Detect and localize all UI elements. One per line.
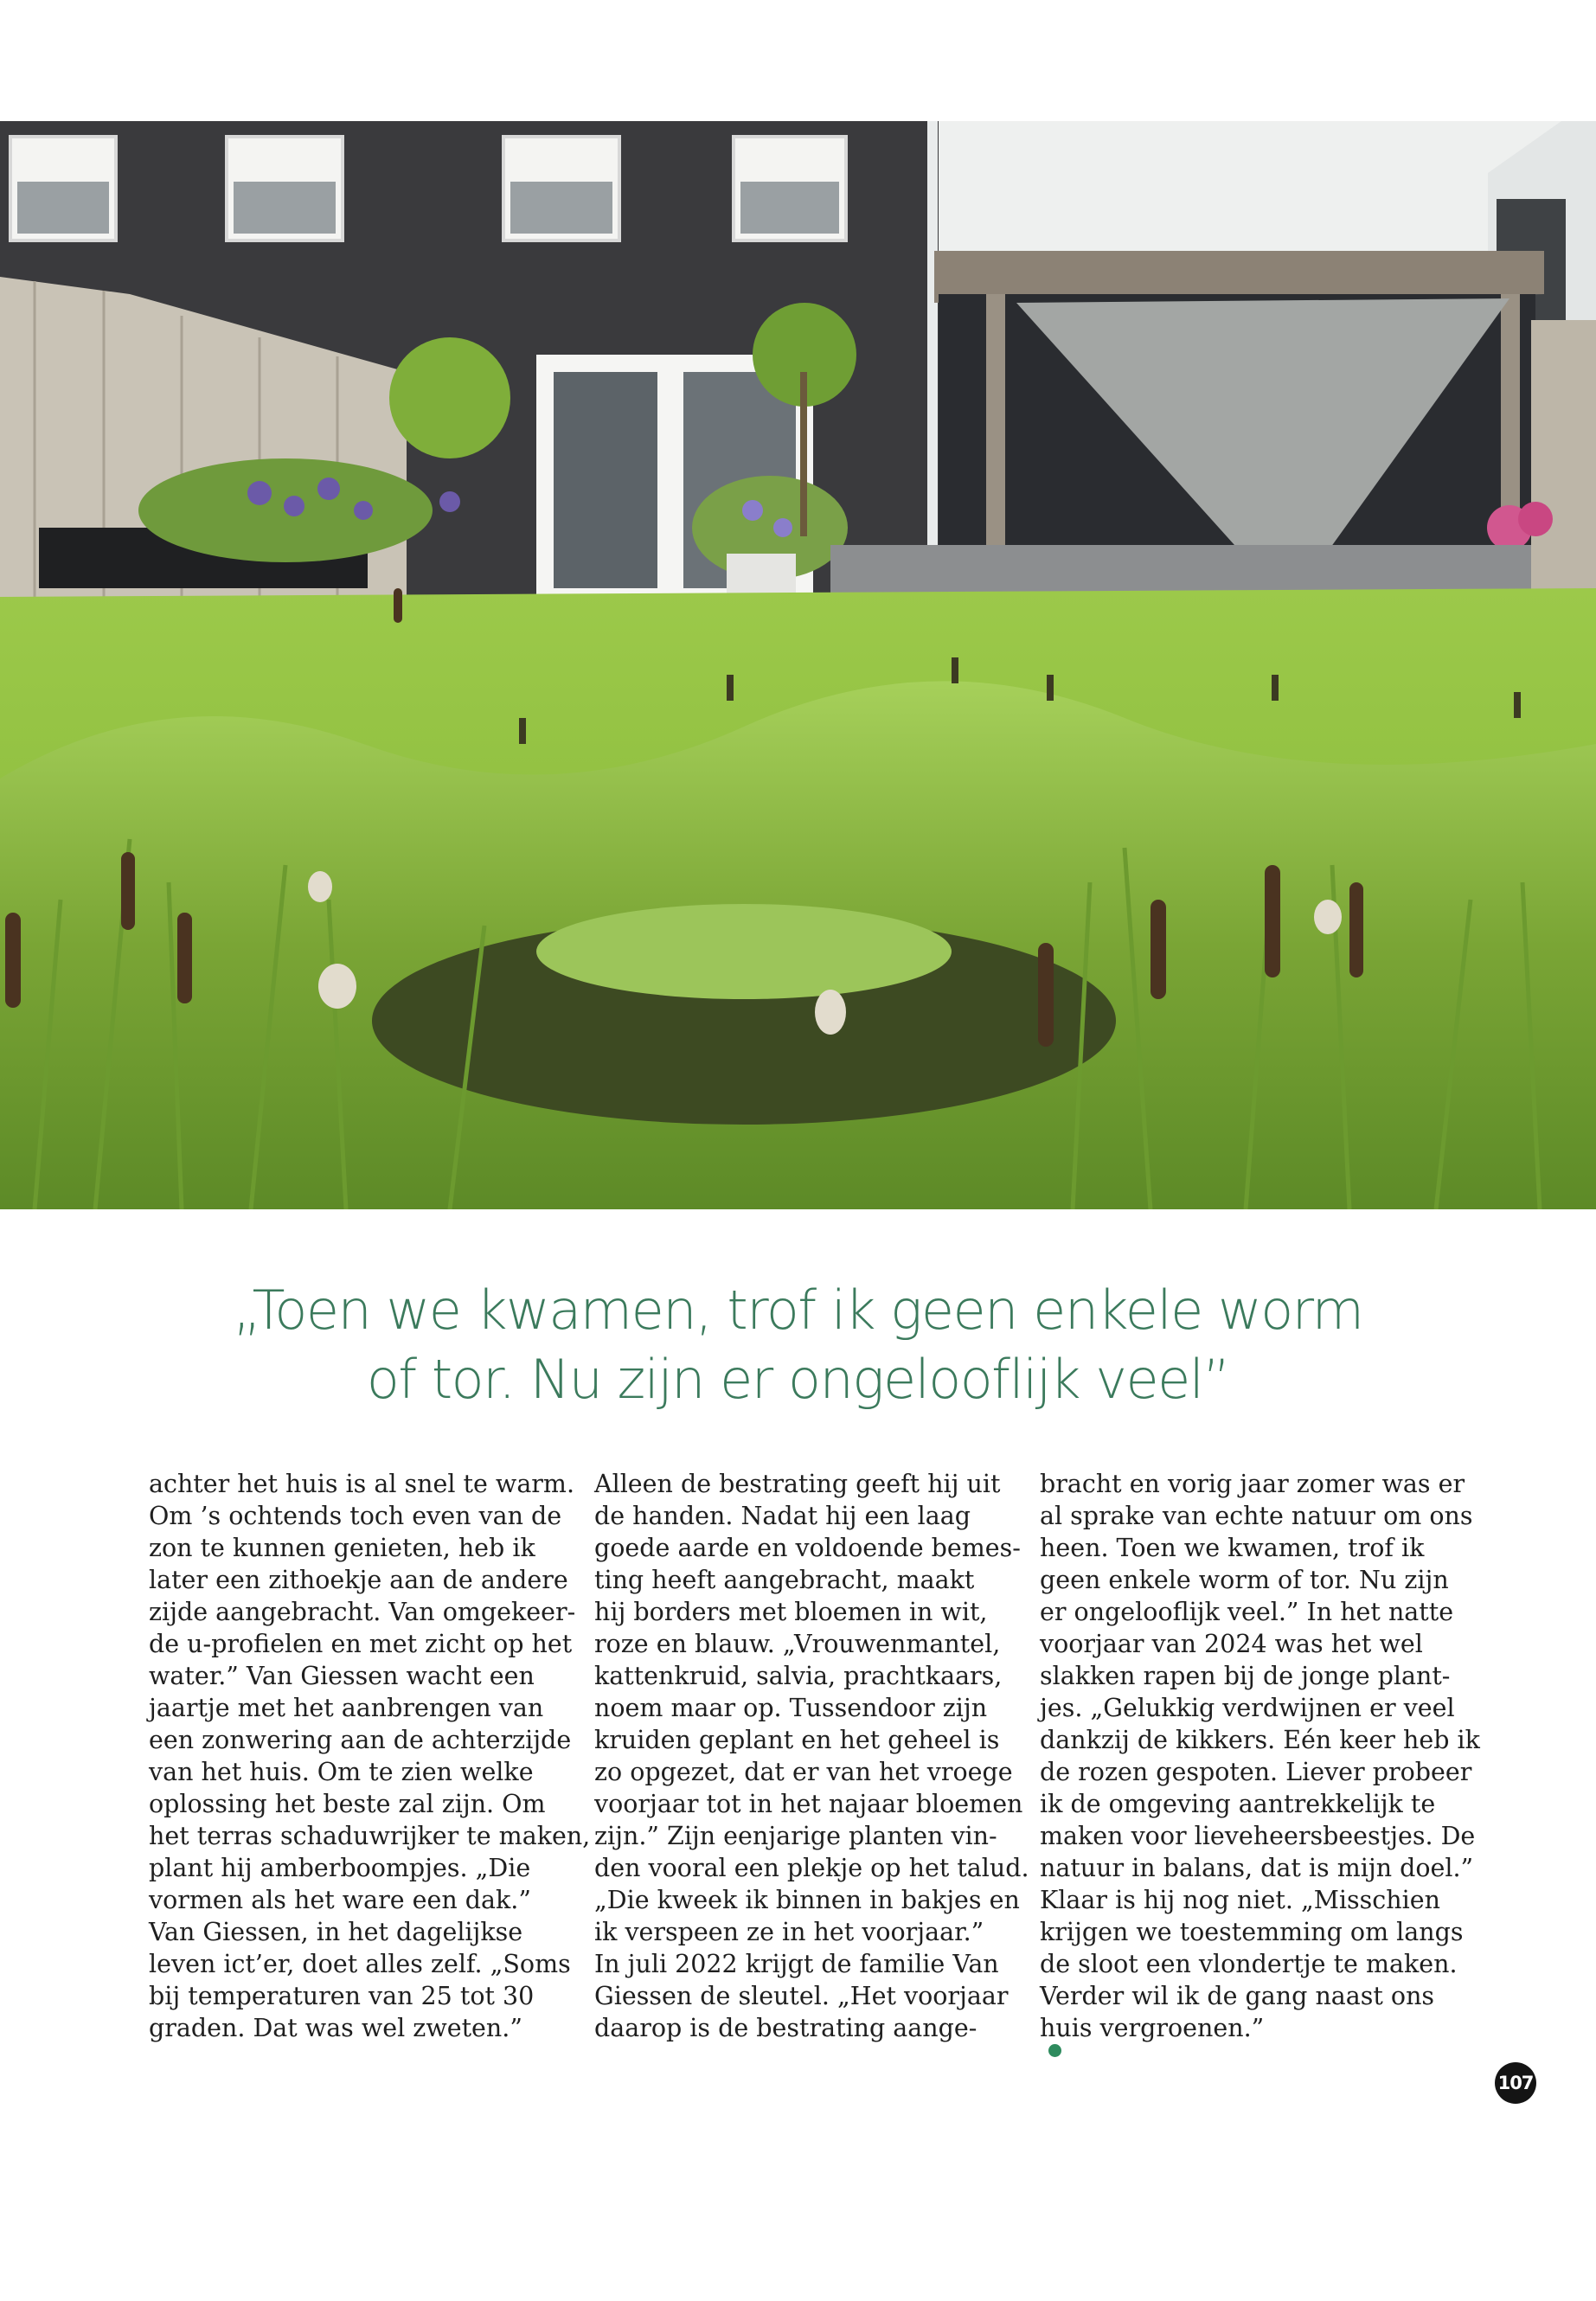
text-line: voorjaar van 2024 was het wel	[1040, 1630, 1423, 1658]
text-line: jes. „Gelukkig verdwijnen er veel	[1040, 1694, 1455, 1722]
text-line: achter het huis is al snel te warm.	[149, 1470, 575, 1498]
text-line: water.” Van Giessen wacht een	[149, 1662, 535, 1690]
text-line: „Die kweek ik binnen in bakjes en	[594, 1886, 1020, 1914]
text-line: leven ict’er, doet alles zelf. „Soms	[149, 1950, 571, 1978]
pull-quote-line: „Toen we kwamen, trof ik geen enkele worm	[233, 1279, 1363, 1342]
body-column-3	[1040, 1468, 1480, 2057]
text-line: graden. Dat was wel zweten.”	[149, 2014, 522, 2042]
text-line: al sprake van echte natuur om ons	[1040, 1502, 1473, 1530]
end-mark-icon	[1048, 2044, 1061, 2057]
text-line: kattenkruid, salvia, prachtkaars,	[594, 1662, 1003, 1690]
text-line: hij borders met bloemen in wit,	[594, 1598, 988, 1626]
last-text-line	[1040, 2012, 1477, 2057]
text-line: Giessen de sleutel. „Het voorjaar	[594, 1982, 1009, 2010]
text-line: van het huis. Om te zien welke	[149, 1758, 534, 1786]
text-line: Alleen de bestrating geeft hij uit	[594, 1470, 1001, 1498]
text-line: de handen. Nadat hij een laag	[594, 1502, 971, 1530]
text-line: Om ’s ochtends toch even van de	[149, 1502, 562, 1530]
text-line: zijde aangebracht. Van omgekeer-	[149, 1598, 576, 1626]
pull-quote	[173, 1276, 1423, 1414]
text-line: Van Giessen, in het dagelijkse	[149, 1918, 523, 1946]
text-line: oplossing het beste zal zijn. Om	[149, 1790, 546, 1818]
text-line: dankzij de kikkers. Eén keer heb ik	[1040, 1726, 1480, 1754]
body-column-2	[594, 1468, 1031, 2044]
text-line: Verder wil ik de gang naast ons	[1040, 1982, 1435, 2010]
text-line: voorjaar tot in het najaar bloemen	[594, 1790, 1023, 1818]
pull-quote-line: of tor. Nu zijn er ongelooflijk veel”	[366, 1348, 1230, 1411]
text-line: roze en blauw. „Vrouwenmantel,	[594, 1630, 1001, 1658]
text-line: ting heeft aangebracht, maakt	[594, 1566, 975, 1594]
text-line: heen. Toen we kwamen, trof ik	[1040, 1534, 1425, 1562]
text-line: de sloot een vlondertje te maken.	[1040, 1950, 1458, 1978]
text-line: zijn.” Zijn eenjarige planten vin-	[594, 1822, 997, 1850]
text-line: noem maar op. Tussendoor zijn	[594, 1694, 988, 1722]
text-line: bracht en vorig jaar zomer was er	[1040, 1470, 1465, 1498]
text-line: plant hij amberboompjes. „Die	[149, 1854, 531, 1882]
text-line: goede aarde en voldoende bemes-	[594, 1534, 1021, 1562]
text-line: natuur in balans, dat is mijn doel.”	[1040, 1854, 1474, 1882]
text-line: zo opgezet, dat er van het vroege	[594, 1758, 1013, 1786]
text-line: ik de omgeving aantrekkelijk te	[1040, 1790, 1436, 1818]
text-line: jaartje met het aanbrengen van	[149, 1694, 544, 1722]
text-line: zon te kunnen genieten, heb ik	[149, 1534, 535, 1562]
text-line: ik verspeen ze in het voorjaar.”	[594, 1918, 984, 1946]
text-line: het terras schaduwrijker te maken,	[149, 1822, 591, 1850]
text-line: vormen als het ware een dak.”	[149, 1886, 531, 1914]
page-number: 107	[1495, 2062, 1536, 2104]
text-line: een zonwering aan de achterzijde	[149, 1726, 572, 1754]
text-line: huis vergroenen.”	[1040, 2014, 1265, 2042]
text-line: geen enkele worm of tor. Nu zijn	[1040, 1566, 1449, 1594]
text-line: krijgen we toestemming om langs	[1040, 1918, 1464, 1946]
text-line: daarop is de bestrating aange-	[594, 2014, 977, 2042]
text-line: bij temperaturen van 25 tot 30	[149, 1982, 535, 2010]
text-line: de u-profielen en met zicht op het	[149, 1630, 573, 1658]
text-line: later een zithoekje aan de andere	[149, 1566, 568, 1594]
text-line: kruiden geplant en het geheel is	[594, 1726, 1000, 1754]
text-line: slakken rapen bij de jonge plant-	[1040, 1662, 1451, 1690]
text-line: Klaar is hij nog niet. „Misschien	[1040, 1886, 1440, 1914]
text-line: den vooral een plekje op het talud.	[594, 1854, 1029, 1882]
text-line: In juli 2022 krijgt de familie Van	[594, 1950, 999, 1978]
body-column-1	[149, 1468, 591, 2044]
text-line: de rozen gespoten. Liever probeer	[1040, 1758, 1472, 1786]
text-line: er ongelooflijk veel.” In het natte	[1040, 1598, 1454, 1626]
garden-photo	[0, 121, 1596, 1209]
text-line: maken voor lieveheersbeestjes. De	[1040, 1822, 1476, 1850]
